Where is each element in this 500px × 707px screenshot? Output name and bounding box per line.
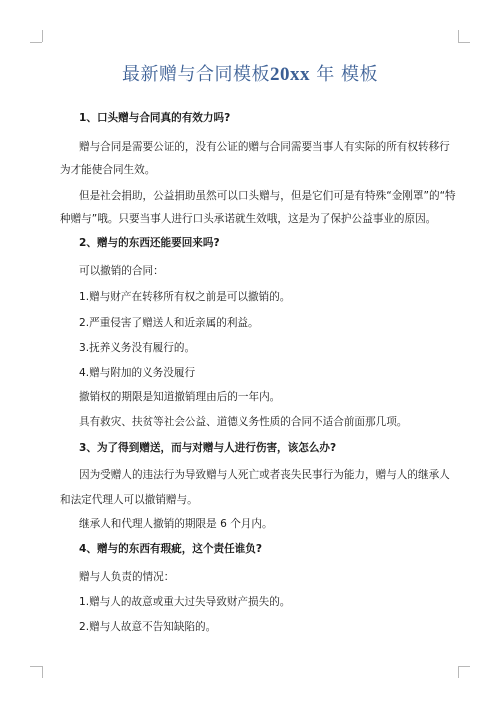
- paragraph-line: 因为受赠人的违法行为导致赠与人死亡或者丧失民事行为能力，赠与人的继承人: [79, 469, 450, 481]
- crop-mark-bottom-left-h: [30, 666, 42, 667]
- list-item: 2.严重侵害了赠送人和近亲属的利益。: [79, 317, 259, 329]
- list-item: 2.赠与人故意不告知缺陷的。: [79, 621, 217, 633]
- crop-mark-bottom-right-v: [458, 666, 459, 678]
- list-item: 1.赠与人的故意或重大过失导致财产损失的。: [79, 596, 291, 608]
- paragraph-line: 为才能使合同生效。: [60, 164, 156, 176]
- crop-mark-bottom-right-h: [458, 666, 470, 667]
- title-part2: 年 模板: [316, 64, 378, 85]
- crop-mark-bottom-left-v: [42, 666, 43, 678]
- paragraph-line: 具有救灾、扶贫等社会公益、道德义务性质的合同不适合前面那几项。: [79, 416, 408, 428]
- paragraph-line: 种赠与”哦。只要当事人进行口头承诺就生效哦，这是为了保护公益事业的原因。: [60, 213, 437, 225]
- crop-mark-top-left-h: [30, 42, 42, 43]
- crop-mark-top-left-v: [42, 30, 43, 42]
- list-item: 1.赠与财产在转移所有权之前是可以撤销的。: [79, 291, 291, 303]
- section-heading-2: 2、赠与的东西还能要回来吗?: [79, 237, 220, 249]
- crop-mark-top-right-v: [458, 30, 459, 42]
- title-part1: 最新赠与合同模板: [122, 64, 271, 85]
- list-item: 3.抚养义务没有履行的。: [79, 342, 196, 354]
- paragraph-line: 可以撤销的合同：: [79, 265, 164, 277]
- section-heading-4: 4、赠与的东西有瑕疵，这个责任谁负?: [79, 543, 263, 555]
- crop-mark-top-right-h: [458, 42, 470, 43]
- paragraph-line: 赠与合同是需要公证的，没有公证的赠与合同需要当事人有实际的所有权转移行: [79, 141, 450, 153]
- list-item: 4.赠与附加的义务没履行: [79, 367, 196, 379]
- title-year: 20xx: [270, 64, 311, 85]
- paragraph-line: 继承人和代理人撤销的期限是 6 个月内。: [79, 518, 273, 530]
- section-heading-1: 1、口头赠与合同真的有效力吗?: [79, 112, 231, 124]
- paragraph-line: 赠与人负责的情况：: [79, 571, 175, 583]
- paragraph-line: 和法定代理人可以撤销赠与。: [60, 494, 198, 506]
- paragraph-line: 但是社会捐助，公益捐助虽然可以口头赠与，但是它们可是有特殊“金刚罩”的“特: [79, 190, 456, 202]
- section-heading-3: 3、为了得到赠送，而与对赠与人进行伤害，该怎么办?: [79, 442, 337, 454]
- paragraph-line: 撤销权的期限是知道撤销理由后的一年内。: [79, 391, 281, 403]
- page-title: [0, 60, 500, 86]
